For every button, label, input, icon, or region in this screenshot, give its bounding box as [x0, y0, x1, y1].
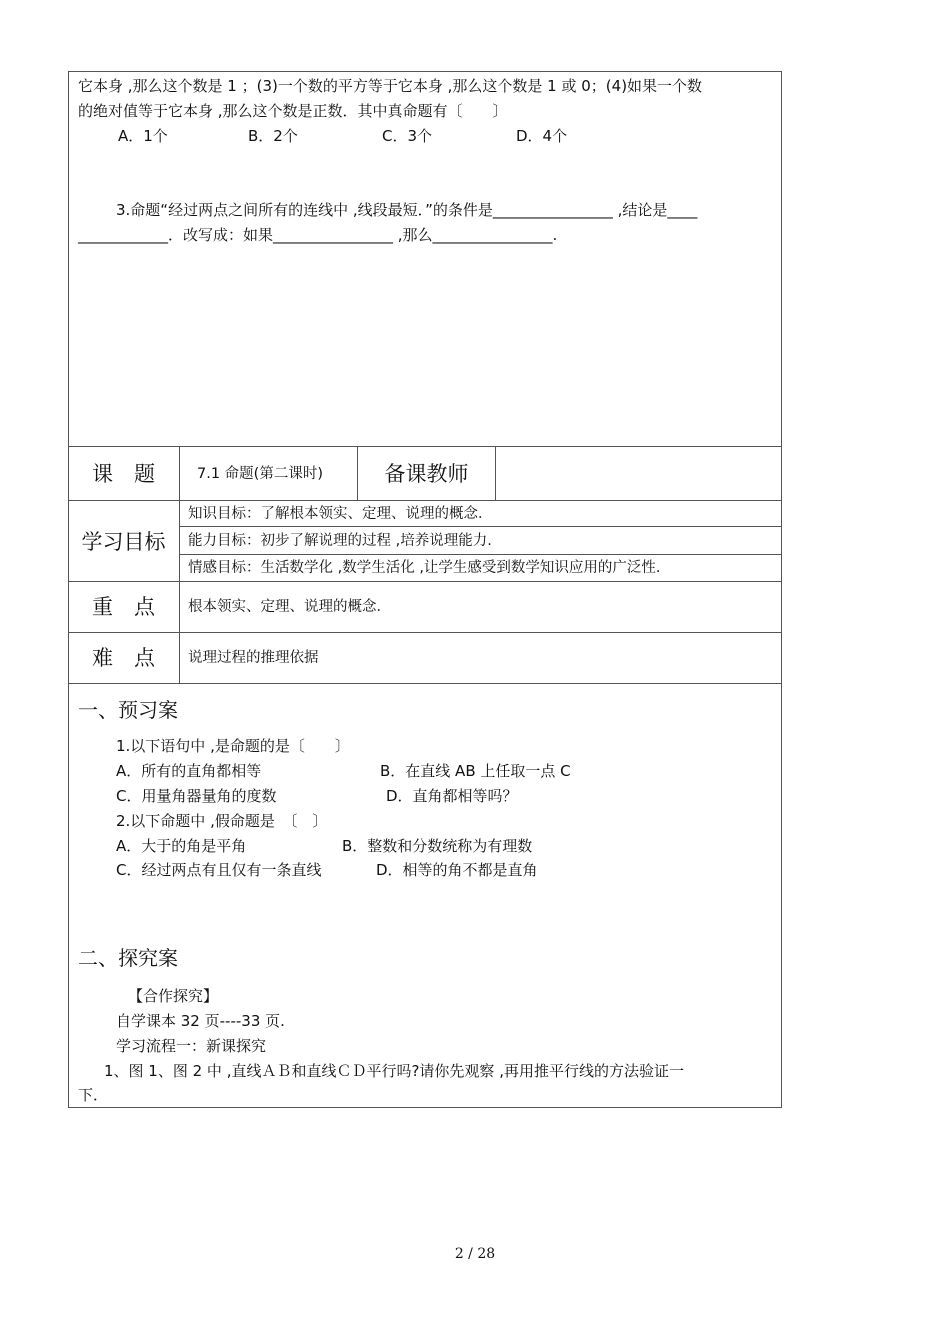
teacher-label: 备课教师: [384, 462, 469, 486]
option-d: D．4个: [516, 127, 568, 145]
topic-label: 课 题: [92, 462, 155, 486]
row-divider: [180, 554, 782, 555]
preview-q2-option-b: B．整数和分数统称为有理数: [342, 837, 533, 855]
preview-question-1: 1.以下语句中 ,是命题的是〔 〕: [116, 737, 350, 755]
column-divider: [179, 446, 180, 684]
column-divider: [495, 446, 496, 500]
preview-question-2: 2.以下命题中 ,假命题是 〔 〕: [116, 812, 328, 830]
goals-label: 学习目标: [81, 530, 166, 554]
key-point-value: 根本领实、定理、说理的概念．: [188, 599, 391, 615]
preview-q2-option-a: A．大于的角是平角: [116, 837, 247, 855]
key-point-label: 重 点: [92, 595, 155, 619]
preview-q2-option-d: D．相等的角不都是直角: [376, 861, 538, 879]
row-divider: [68, 581, 782, 582]
preview-heading: 一、预习案: [78, 698, 178, 722]
goal-knowledge: 知识目标：了解根本领实、定理、说理的概念．: [188, 506, 493, 522]
page-number: 2 / 28: [454, 1246, 496, 1262]
study-flow: 学习流程一：新课探究: [116, 1037, 267, 1055]
option-a: A．1个: [118, 127, 168, 145]
preview-q2-option-c: C．经过两点有且仅有一条直线: [116, 861, 322, 879]
explore-heading: 二、探究案: [78, 946, 178, 970]
self-study-pages: 自学课本 32 页----33 页.: [116, 1012, 285, 1030]
topic-value: 7.1 命题(第二课时): [197, 466, 323, 482]
row-divider: [68, 500, 782, 501]
question-line-2: 的绝对值等于它本身 ,那么这个数是正数．其中真命题有〔 〕: [78, 102, 508, 120]
question-3-line-2: ____________．改写成：如果________________ ,那么________________.: [78, 226, 558, 244]
preview-q1-option-c: C．用量角器量角的度数: [116, 787, 277, 805]
row-divider: [180, 526, 782, 527]
option-c: C．3个: [382, 127, 433, 145]
explore-item-1-line-1: 1、图 1、图 2 中 ,直线ＡＢ和直线ＣＤ平行吗?请你先观察 ,再用推平行线的方法验证一: [104, 1062, 684, 1080]
cooperative-inquiry-label: 【合作探究】: [128, 987, 219, 1005]
goal-emotion: 情感目标：生活数学化 ,数学生活化 ,让学生感受到数学知识应用的广泛性.: [188, 560, 661, 576]
question-line-1: 它本身 ,那么这个数是 1 ；(3)一个数的平方等于它本身 ,那么这个数是 1 或 0；(4)如果一个数: [78, 77, 703, 95]
difficulty-label: 难 点: [92, 646, 155, 670]
preview-q1-option-d: D．直角都相等吗？: [386, 787, 518, 805]
row-divider: [68, 632, 782, 633]
goal-ability: 能力目标：初步了解说理的过程 ,培养说理能力.: [188, 533, 492, 549]
difficulty-value: 说理过程的推理依据: [188, 650, 319, 666]
option-b: B．2个: [248, 127, 298, 145]
preview-q1-option-a: A．所有的直角都相等: [116, 762, 262, 780]
question-3-line-1: 3.命题“经过两点之间所有的连线中 ,线段最短．”的条件是________________ ,结论是____: [116, 201, 698, 219]
preview-q1-option-b: B．在直线 AB 上任取一点 C: [380, 762, 571, 780]
explore-item-1-line-2: 下．: [78, 1086, 109, 1104]
